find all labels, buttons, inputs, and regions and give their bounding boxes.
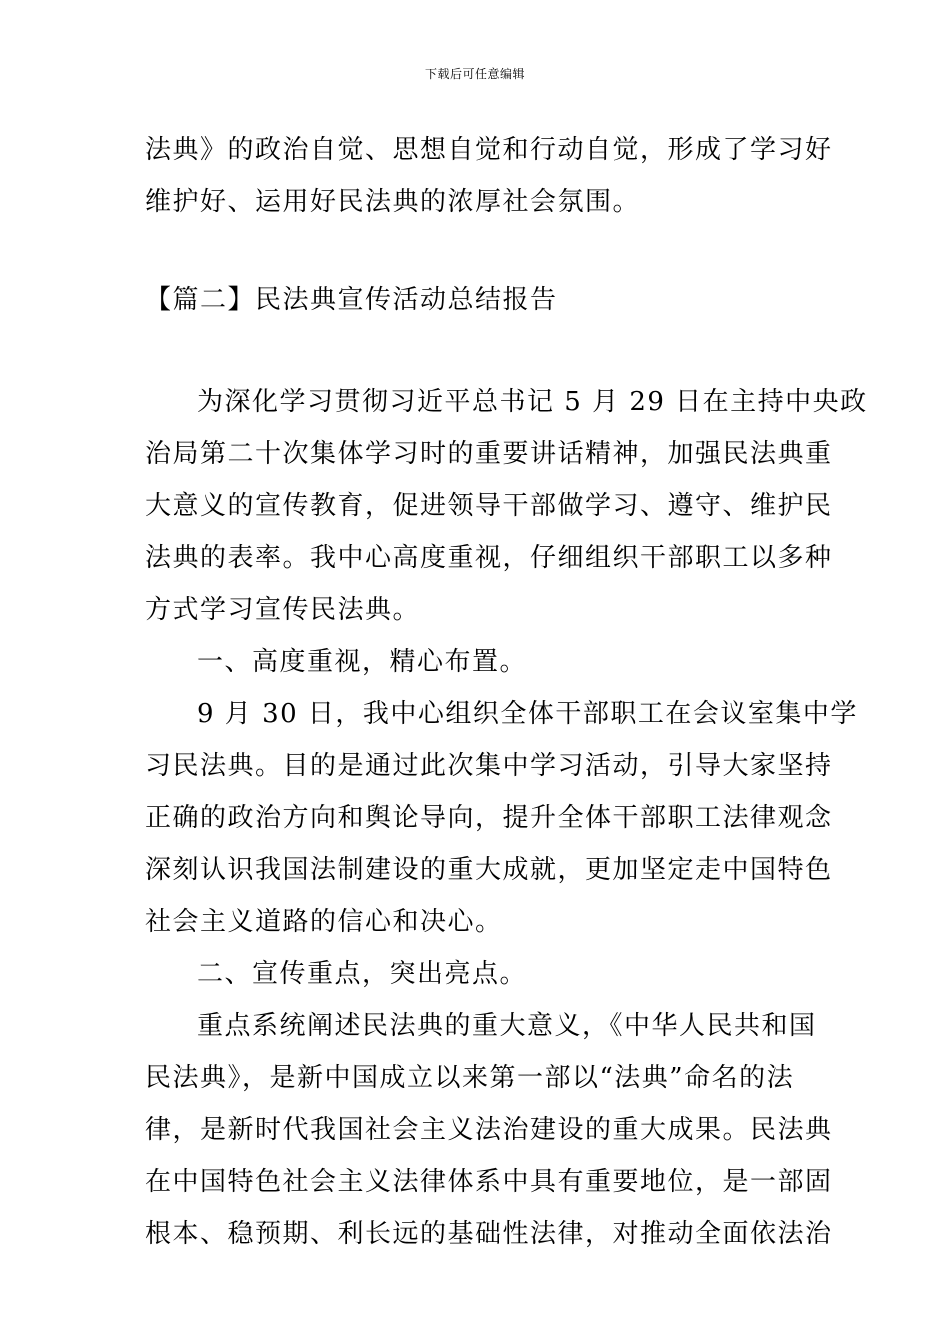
text-line: 在中国特色社会主义法律体系中具有重要地位，是一部固 bbox=[145, 1167, 833, 1197]
text-line: 大意义的宣传教育，促进领导干部做学习、遵守、维护民 bbox=[145, 491, 833, 521]
text-line: 律，是新时代我国社会主义法治建设的重大成果。民法典 bbox=[145, 1115, 833, 1145]
text-line: 方式学习宣传民法典。 bbox=[145, 595, 421, 625]
page-header-note: 下载后可任意编辑 bbox=[424, 67, 525, 81]
text-line: 习民法典。目的是通过此次集中学习活动，引导大家坚持 bbox=[145, 751, 833, 781]
paragraph-continuation bbox=[145, 124, 833, 228]
text-line: 民法典》，是新中国成立以来第一部以“法典”命名的法 bbox=[145, 1063, 795, 1093]
report-body bbox=[145, 376, 868, 1260]
section-title: 【篇二】民法典宣传活动总结报告 bbox=[145, 285, 558, 315]
text-line: 正确的政治方向和舆论导向，提升全体干部职工法律观念 bbox=[145, 803, 833, 833]
subheading-line: 一、高度重视，精心布置。 bbox=[197, 647, 528, 677]
text-line: 法典的表率。我中心高度重视，仔细组织干部职工以多种 bbox=[145, 543, 833, 573]
text-line: 重点系统阐述民法典的重大意义，《中华人民共和国 bbox=[197, 1011, 817, 1041]
text-line: 法典》的政治自觉、思想自觉和行动自觉，形成了学习好 bbox=[145, 135, 833, 165]
text-line: 治局第二十次集体学习时的重要讲话精神，加强民法典重 bbox=[145, 439, 833, 469]
text-line: 深刻认识我国法制建设的重大成就，更加坚定走中国特色 bbox=[145, 855, 833, 885]
text-line: 9 月 30 日，我中心组织全体干部职工在会议室集中学 bbox=[197, 699, 858, 729]
subheading-line: 二、宣传重点，突出亮点。 bbox=[197, 959, 528, 989]
text-line: 根本、稳预期、利长远的基础性法律，对推动全面依法治 bbox=[145, 1219, 833, 1249]
text-line: 社会主义道路的信心和决心。 bbox=[145, 907, 503, 937]
text-line: 维护好、运用好民法典的浓厚社会氛围。 bbox=[145, 187, 641, 217]
text-line: 为深化学习贯彻习近平总书记 5 月 29 日在主持中央政 bbox=[197, 387, 868, 417]
